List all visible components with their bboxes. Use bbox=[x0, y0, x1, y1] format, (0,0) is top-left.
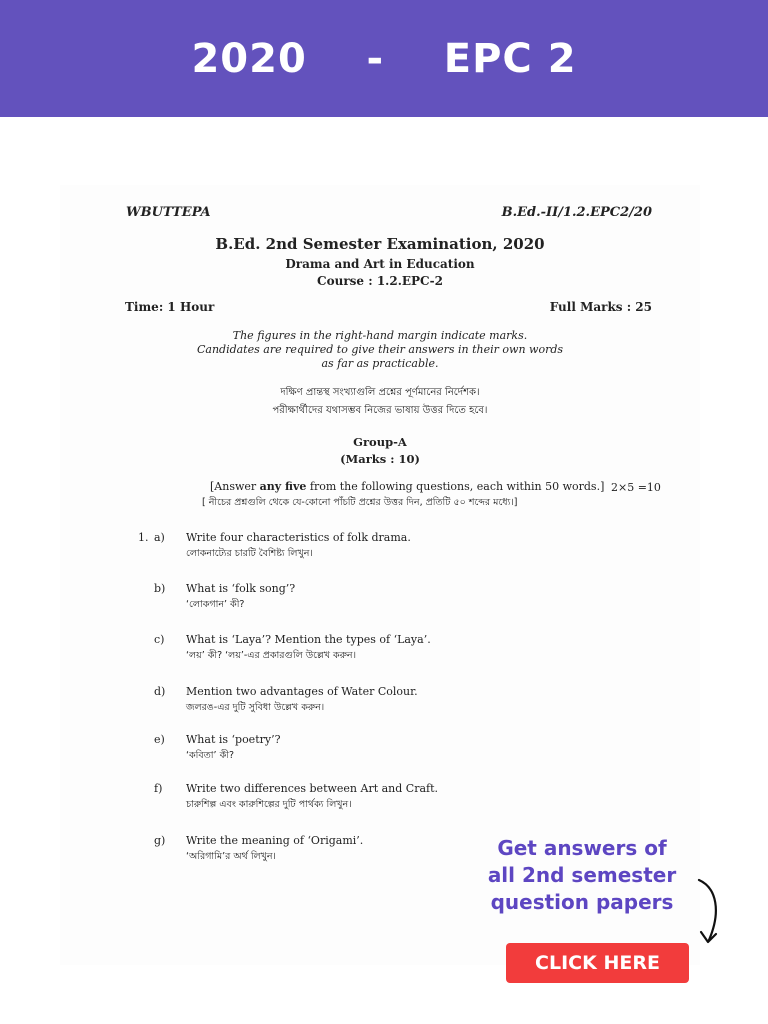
question-text-bn: ‘কবিতা’ কী? bbox=[186, 750, 235, 761]
note-bn-line: পরীক্ষার্থীদের যথাসম্ভব নিজের ভাষায় উত্তর দিতে হবে। bbox=[272, 405, 488, 416]
full-marks: Full Marks : 25 bbox=[549, 300, 652, 314]
question-text-bn: চারুশিল্প এবং কারুশিল্পের দুটি পার্থক্য লিখুন। bbox=[186, 799, 352, 810]
question-text-bn: জলরঙ-এর দুটি সুবিধা উল্লেখ করুন। bbox=[186, 702, 325, 713]
note-line: Candidates are required to give their answers in their own words bbox=[196, 343, 564, 356]
instruction-bold: any five bbox=[259, 480, 307, 493]
exam-title: B.Ed. 2nd Semester Examination, 2020 bbox=[215, 235, 545, 253]
question-text-bn: লোকনাট্যের চারটি বৈশিষ্ট্য লিখুন। bbox=[186, 548, 313, 559]
exam-time: Time: 1 Hour bbox=[125, 300, 215, 314]
course-code: Course : 1.2.EPC-2 bbox=[317, 274, 443, 288]
curved-arrow-icon bbox=[695, 878, 727, 950]
question-label: c) bbox=[154, 633, 165, 646]
instruction-prefix: [Answer bbox=[210, 480, 260, 493]
instruction-bn: [ নীচের প্রশ্নগুলি থেকে যে-কোনো পাঁচটি প্রশ্নের উত্তর দিন, প্রতিটি ৫০ শব্দের মধ্যে।] bbox=[202, 497, 518, 508]
group-marks: (Marks : 10) bbox=[340, 452, 420, 466]
question-label: f) bbox=[154, 782, 163, 795]
question-text: Write four characteristics of folk drama. bbox=[186, 531, 411, 544]
note-line: The figures in the right-hand margin indicate marks. bbox=[232, 329, 528, 342]
question-text: What is ‘poetry’? bbox=[186, 733, 281, 746]
instruction bbox=[210, 480, 604, 493]
note-line: as far as practicable. bbox=[321, 357, 439, 370]
banner-title: 2020 - EPC 2 bbox=[191, 35, 577, 82]
cta-line: question papers bbox=[490, 890, 674, 914]
question-text: Write the meaning of ‘Origami’. bbox=[186, 834, 364, 847]
click-here-button[interactable]: CLICK HERE bbox=[506, 943, 689, 983]
question-label: d) bbox=[154, 685, 166, 698]
question-label: g) bbox=[154, 834, 166, 847]
cta-promo-text bbox=[462, 835, 702, 916]
question-label: b) bbox=[154, 582, 166, 595]
question-text-bn: ‘লয়’ কী? ‘লয়’-এর প্রকারগুলি উল্লেখ করুন। bbox=[186, 650, 356, 661]
question-text: Write two differences between Art and Craft. bbox=[186, 782, 439, 795]
question-text: Mention two advantages of Water Colour. bbox=[186, 685, 418, 698]
question-text-bn: ‘লোকগান’ কী? bbox=[186, 599, 245, 610]
paper-header-left: WBUTTEPA bbox=[126, 205, 211, 220]
subject-title: Drama and Art in Education bbox=[285, 257, 475, 271]
paper-header-right: B.Ed.-II/1.2.EPC2/20 bbox=[501, 205, 652, 220]
instruction-marks: 2×5 =10 bbox=[611, 481, 661, 494]
question-label: a) bbox=[154, 531, 165, 544]
question-label: e) bbox=[154, 733, 165, 746]
group-title: Group-A bbox=[353, 435, 407, 449]
cta-line: Get answers of bbox=[497, 836, 667, 860]
question-text: What is ‘Laya’? Mention the types of ‘Laya’. bbox=[186, 633, 431, 646]
top-banner bbox=[0, 0, 768, 117]
question-number: 1. bbox=[138, 531, 149, 544]
cta-line: all 2nd semester bbox=[487, 863, 677, 887]
instruction-suffix: from the following questions, each within 50 words.] bbox=[306, 480, 605, 493]
question-text: What is ‘folk song’? bbox=[186, 582, 296, 595]
question-text-bn: ‘অরিগামি’র অর্থ লিখুন। bbox=[186, 851, 276, 862]
note-bn-line: দক্ষিণ প্রান্তস্থ সংখ্যাগুলি প্রশ্নের পূর্ণমানের নির্দেশক। bbox=[280, 387, 480, 398]
